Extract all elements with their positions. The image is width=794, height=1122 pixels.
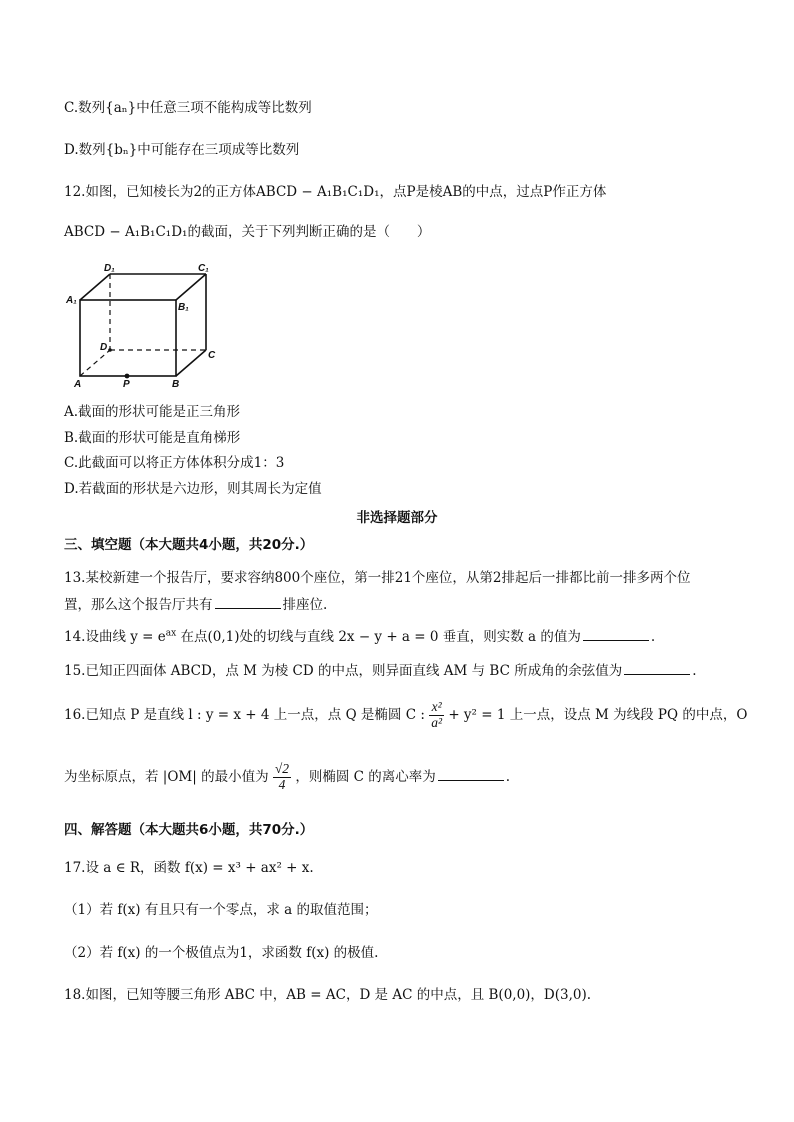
label-a1: A₁ (66, 295, 77, 306)
section-4-heading: 四、解答题（本大题共6小题，共70分.） (64, 822, 314, 838)
cube-figure (64, 260, 224, 390)
question-16-text: 16.已知点 P 是直线 l : y = x + 4 上一点，点 Q 是椭圆 C : (64, 706, 425, 723)
option-12b: B.截面的形状可能是直角梯形 (64, 430, 241, 446)
exponent: ax (165, 628, 177, 639)
ellipse-fraction (429, 700, 444, 731)
option-12a: A.截面的形状可能是正三角形 (64, 404, 241, 420)
question-16b-text: 为坐标原点，若 |OM| 的最小值为 (64, 768, 269, 785)
label-d1: D₁ (104, 263, 115, 274)
question-17-part2: （2）若 f(x) 的一个极值点为1，求函数 f(x) 的极值. (64, 945, 379, 961)
question-16-period: . (505, 768, 511, 785)
question-12-line2: ABCD − A₁B₁C₁D₁的截面，关于下列判断正确的是（ ） (64, 224, 431, 240)
fraction-denominator: a² (431, 714, 443, 730)
label-b1: B₁ (178, 302, 189, 313)
question-16-line2 (64, 762, 510, 793)
question-12-line1: 12.如图，已知棱长为2的正方体ABCD − A₁B₁C₁D₁，点P是棱AB的中点，过点P作正方体 (64, 184, 607, 200)
question-14-text: 14.设曲线 y = e (64, 629, 166, 645)
fraction-numerator: x² (429, 700, 444, 716)
question-16b-text-rest: ，则椭圆 C 的离心率为 (295, 768, 436, 785)
question-16-line1 (64, 700, 747, 731)
answer-blank-15[interactable] (624, 662, 690, 675)
option-11d: D.数列{bₙ}中可能存在三项成等比数列 (64, 142, 300, 158)
question-14-text-mid: 在点(0,1)处的切线与直线 2x − y + a = 0 垂直，则实数 a 的值为 (176, 629, 581, 645)
fraction-denominator: 4 (278, 776, 286, 792)
label-c1: C₁ (198, 263, 209, 274)
option-11c: C.数列{aₙ}中任意三项不能构成等比数列 (64, 100, 312, 116)
answer-blank-16[interactable] (438, 768, 504, 781)
point-p-marker (125, 374, 130, 379)
fraction-numerator: √2 (274, 761, 290, 776)
question-14-period: . (650, 629, 656, 645)
question-13-line2 (64, 596, 327, 613)
answer-blank-14[interactable] (583, 628, 649, 641)
question-17-part1: （1）若 f(x) 有且只有一个零点，求 a 的取值范围； (64, 902, 378, 918)
question-13-suffix: 排座位. (282, 597, 328, 613)
label-b: B (172, 379, 180, 390)
label-a: A (74, 379, 82, 390)
label-c: C (208, 350, 216, 361)
min-value-fraction (273, 762, 291, 793)
answer-blank-13[interactable] (215, 596, 281, 609)
question-18: 18.如图，已知等腰三角形 ABC 中，AB = AC，D 是 AC 的中点，且 B(0,0)，D(3,0). (64, 987, 592, 1003)
label-d: D (100, 342, 108, 353)
question-16-text-rest: + y² = 1 上一点，设点 M 为线段 PQ 的中点，O (448, 706, 748, 723)
question-15 (64, 662, 697, 679)
question-15-period: . (692, 663, 697, 679)
option-12c: C.此截面可以将正方体体积分成1：3 (64, 455, 285, 471)
question-13-text: 置，那么这个报告厅共有 (64, 597, 213, 613)
label-p: P (123, 379, 130, 390)
section-title-nonchoice: 非选择题部分 (356, 510, 438, 526)
section-3-heading: 三、填空题（本大题共4小题，共20分.） (64, 537, 314, 553)
option-12d: D.若截面的形状是六边形，则其周长为定值 (64, 481, 322, 497)
question-14 (64, 628, 655, 645)
question-15-text: 15.已知正四面体 ABCD，点 M 为棱 CD 的中点，则异面直线 AM 与 BC 所成角的余弦值为 (64, 663, 623, 679)
question-13-line1: 13.某校新建一个报告厅，要求容纳800个座位，第一排21个座位，从第2排起后一排都比前一排多两个位 (64, 570, 691, 586)
question-17: 17.设 a ∈ R，函数 f(x) = x³ + ax² + x. (64, 860, 314, 876)
